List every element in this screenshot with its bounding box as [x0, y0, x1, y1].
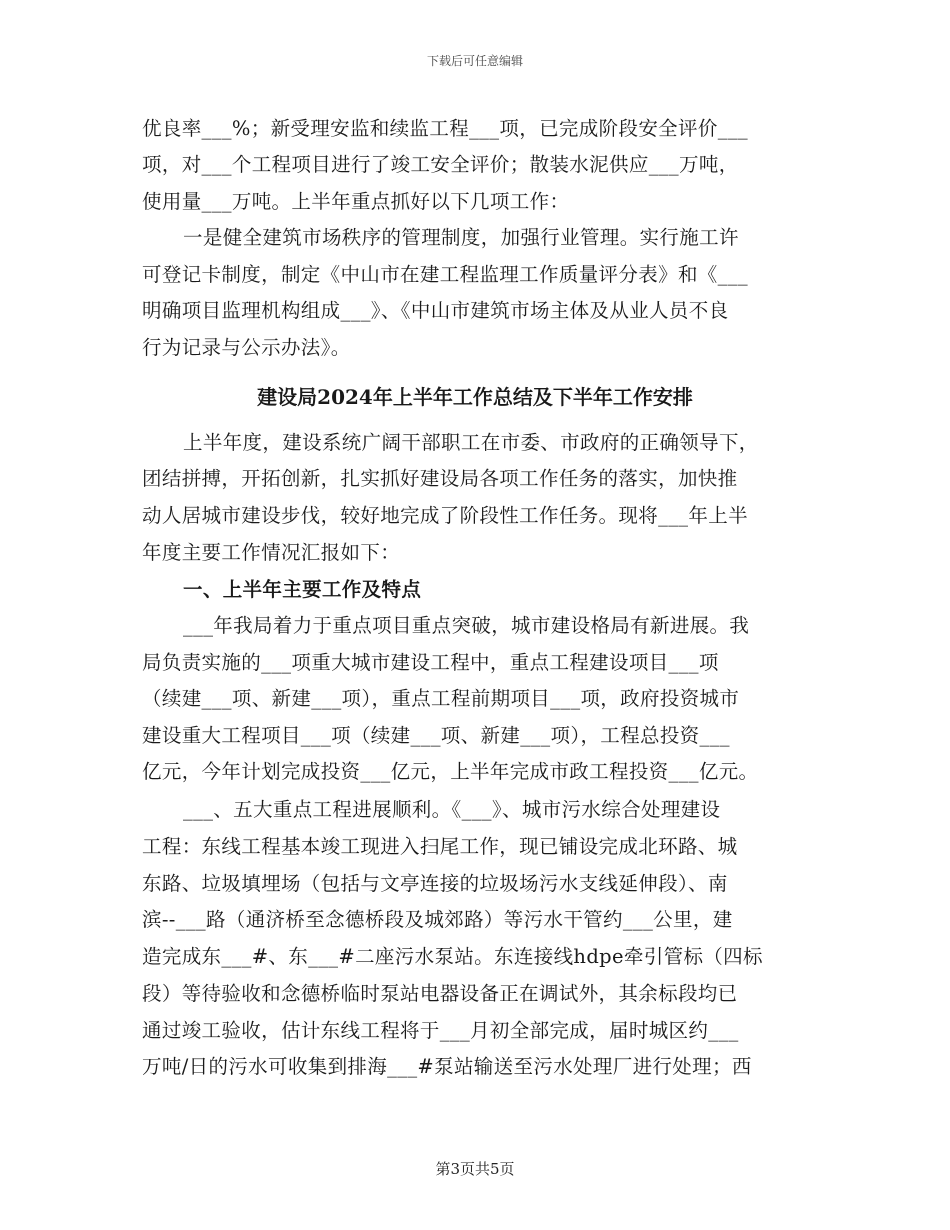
- body-line: 通过竣工验收，估计东线工程将于___月初全部完成，届时城区约___: [142, 1019, 739, 1042]
- body-line: 动人居城市建设步伐，较好地完成了阶段性工作任务。现将___年上半: [142, 504, 748, 527]
- page-header: 下载后可任意编辑: [426, 54, 523, 68]
- body-line: 可登记卡制度，制定《中山市在建工程监理工作质量评分表》和《___: [142, 263, 748, 286]
- page-footer: 第3页共5页: [435, 1160, 515, 1178]
- body-line: 造完成东___#、东___#二座污水泵站。东连接线hdpe牵引管标（四标: [142, 945, 763, 968]
- body-line: 东路、垃圾填埋场（包括与文亭连接的垃圾场污水支线延伸段）、南: [142, 872, 728, 895]
- body-line: 建设重大工程项目___项（续建___项、新建___项），工程总投资___: [142, 724, 730, 747]
- body-line: （续建___项、新建___项），重点工程前期项目___项，政府投资城市: [142, 687, 740, 710]
- section-title: 建设局2024年上半年工作总结及下半年工作安排: [257, 385, 693, 409]
- body-line: 团结拼搏，开拓创新，扎实抓好建设局各项工作任务的落实，加快推: [142, 467, 738, 490]
- body-line: 优良率___%；新受理安监和续监工程___项，已完成阶段安全评价___: [142, 117, 749, 140]
- body-line: ___、五大重点工程进展顺利。《___》、城市污水综合处理建设: [183, 798, 721, 821]
- body-line: 万吨/日的污水可收集到排海___#泵站输送至污水处理厂进行处理；西: [142, 1055, 752, 1078]
- body-line: 年度主要工作情况汇报如下：: [142, 541, 401, 564]
- body-line: 工程：东线工程基本竣工现进入扫尾工作，现已铺设完成北环路、城: [142, 835, 738, 858]
- body-line: 上半年度，建设系统广阔干部职工在市委、市政府的正确领导下，: [183, 431, 759, 454]
- subheading: 一、上半年主要工作及特点: [183, 578, 422, 601]
- body-line: 亿元，今年计划完成投资___亿元，上半年完成市政工程投资___亿元。: [142, 760, 759, 783]
- body-line: 项，对___个工程项目进行了竣工安全评价；散装水泥供应___万吨，: [142, 153, 739, 176]
- body-line: 局负责实施的___项重大城市建设工程中，重点工程建设项目___项: [142, 651, 719, 674]
- body-line: 滨--___路（通济桥至念德桥段及城郊路）等污水干管约___公里，建: [142, 908, 733, 931]
- body-line: 段）等待验收和念德桥临时泵站电器设备正在调试外，其余标段均已: [142, 982, 738, 1005]
- body-line: 行为记录与公示办法》。: [142, 336, 351, 359]
- body-line: 明确项目监理机构组成___》、《中山市建筑市场主体及从业人员不良: [142, 299, 729, 322]
- body-line: 一是健全建筑市场秩序的管理制度，加强行业管理。实行施工许: [183, 226, 739, 249]
- body-line: 使用量___万吨。上半年重点抓好以下几项工作：: [142, 190, 570, 213]
- body-line: ___年我局着力于重点项目重点突破，城市建设格局有新进展。我: [183, 614, 750, 637]
